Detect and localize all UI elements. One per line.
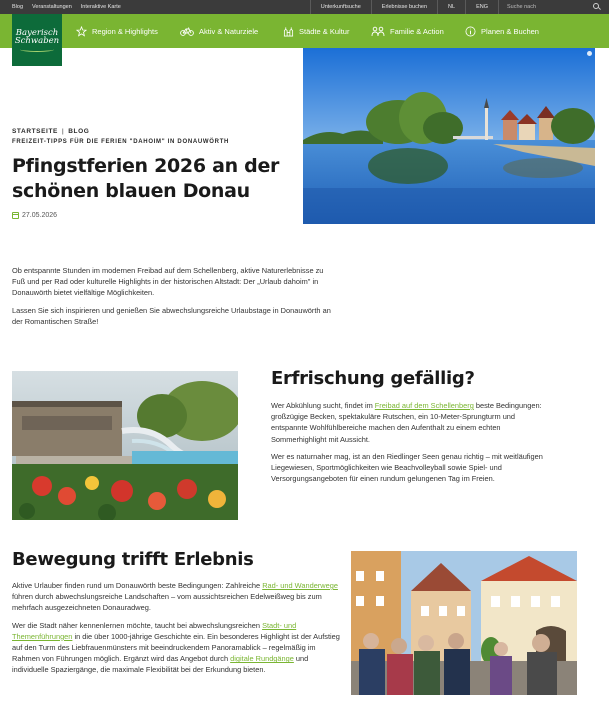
utility-bar: [0, 0, 609, 14]
nav-label: Planen & Buchen: [481, 26, 539, 36]
intro-paragraph-1: Ob entspannte Stunden im modernen Freibad auf dem Schellenberg, aktive Naturerlebnisse zu Fuß und per Rad oder kulturelle Highlights in der historischen Altstadt: Der „Urlaub dahoim" in Donauwörth bietet vielfältige Möglichkeiten.: [12, 266, 324, 298]
language-nl[interactable]: NL: [448, 4, 456, 10]
breadcrumb: STARTSEITE | BLOG: [12, 128, 90, 135]
logo-line1: Bayerisch: [15, 27, 59, 38]
nav-cities-culture[interactable]: [283, 14, 349, 48]
section-title-refresh: Erfrischung gefällig?: [271, 368, 475, 389]
bicycle-icon: [180, 26, 194, 37]
image-info-icon[interactable]: [587, 51, 592, 56]
search-icon[interactable]: [593, 3, 599, 9]
section-text-refresh: [271, 400, 551, 484]
link-stadtfuehrungen[interactable]: Stadt- und Themenführungen: [12, 620, 297, 641]
utility-link-events[interactable]: Veranstaltungen: [32, 4, 72, 10]
logo-swoosh: [20, 47, 54, 52]
info-icon: [465, 26, 476, 37]
utility-link-book-experiences[interactable]: Erlebnisse buchen: [381, 4, 428, 10]
publish-date: [12, 212, 57, 219]
utility-link-blog[interactable]: Blog: [12, 4, 24, 10]
family-icon: [371, 26, 385, 37]
section-text-movement: [12, 580, 340, 676]
section2-paragraph-2: Wer die Stadt näher kennenlernen möchte, taucht bei abwechslungsreichen Stadt- und Themenführungen in die über 1000-jährige Geschichte ein. Ein besonderes Highlight ist der Aufstieg auf den Turm des Liebfrauenmünsters mit beeindruckendem Panoramablick – regelmäßig im Rahmen von Führungen möglich. Ergänzt wird das Angebot durch digitale Rundgänge und individuelle Spaziergänge, die maximale Flexibilität bei der Erkundung bieten.: [12, 620, 340, 675]
publish-date-text: 27.05.2026: [22, 212, 58, 219]
utility-link-accommodation[interactable]: Unterkunftsuche: [320, 4, 361, 10]
link-freibad[interactable]: Freibad auf dem Schellenberg: [374, 401, 474, 410]
nav-plan-book[interactable]: [465, 14, 539, 48]
breadcrumb-home[interactable]: STARTSEITE: [12, 128, 58, 135]
section1-paragraph-2: Wer es naturnaher mag, ist an den Riedlinger Seen genau richtig – mit weitläufigen Liegewiesen, Sportmöglichkeiten wie Beachvolleyball sowie Spiel- und Versorgungsangeboten für einen rundum gelungenen Tag im Freien.: [271, 451, 543, 484]
search-input[interactable]: [499, 0, 609, 14]
intro-text: [12, 265, 332, 327]
link-rad-wanderwege[interactable]: Rad- und Wanderwege: [262, 581, 338, 590]
image-city-tour: [351, 551, 577, 695]
link-digitale-rundgaenge[interactable]: digitale Rundgänge: [230, 654, 294, 664]
page-title: Pfingstferien 2026 an der schönen blauen Donau: [12, 155, 280, 202]
section-title-movement: Bewegung trifft Erlebnis: [12, 549, 254, 570]
hero-image-donau: [303, 48, 595, 224]
article-kicker: FREIZEIT-TIPPS FÜR DIE FERIEN "DAHOIM" IN DONAUWÖRTH: [12, 139, 230, 145]
intro-paragraph-2: Lassen Sie sich inspirieren und genießen Sie abwechslungsreiche Urlaubstage in Donauwörth an der Romantischen Straße!: [12, 305, 331, 326]
nav-label: Aktiv & Naturziele: [199, 26, 259, 36]
site-logo[interactable]: [12, 14, 62, 66]
section1-paragraph-1: Wer Abkühlung sucht, findet im Freibad auf dem Schellenberg beste Bedingungen: großzügige Becken, spektakuläre Rutschen, ein 10-Meter-Sprungturm und entspannte Wohlfühlbereiche machen den Aufenthalt zu einem echten Sommerhighlight mit Aussicht.: [271, 401, 542, 444]
logo-line2: Schwaben: [14, 36, 60, 46]
nav-region-highlights[interactable]: [76, 14, 158, 48]
nav-label: Familie & Action: [390, 26, 444, 36]
language-eng[interactable]: ENG: [476, 4, 488, 10]
utility-link-map[interactable]: Interaktive Karte: [80, 4, 121, 10]
search-placeholder: Suche nach: [507, 4, 537, 10]
section2-paragraph-1: Aktive Urlauber finden rund um Donauwörth beste Bedingungen: Zahlreiche Rad- und Wanderwege führen durch abwechslungsreiche Landschaften – vom aussichtsreichen Edelweißweg bis zum mehrfach ausgezeichneten Donauradweg.: [12, 581, 338, 613]
calendar-icon: [12, 212, 19, 219]
nav-family-action[interactable]: [371, 14, 444, 48]
star-icon: [76, 26, 87, 37]
castle-icon: [283, 26, 294, 37]
image-freibad: [12, 371, 238, 520]
utility-links-right: [310, 0, 609, 14]
nav-label: Städte & Kultur: [299, 26, 350, 36]
breadcrumb-current[interactable]: BLOG: [68, 128, 90, 135]
nav-label: Region & Highlights: [92, 26, 158, 36]
utility-links-left: [12, 0, 121, 14]
nav-active-nature[interactable]: [180, 14, 258, 48]
